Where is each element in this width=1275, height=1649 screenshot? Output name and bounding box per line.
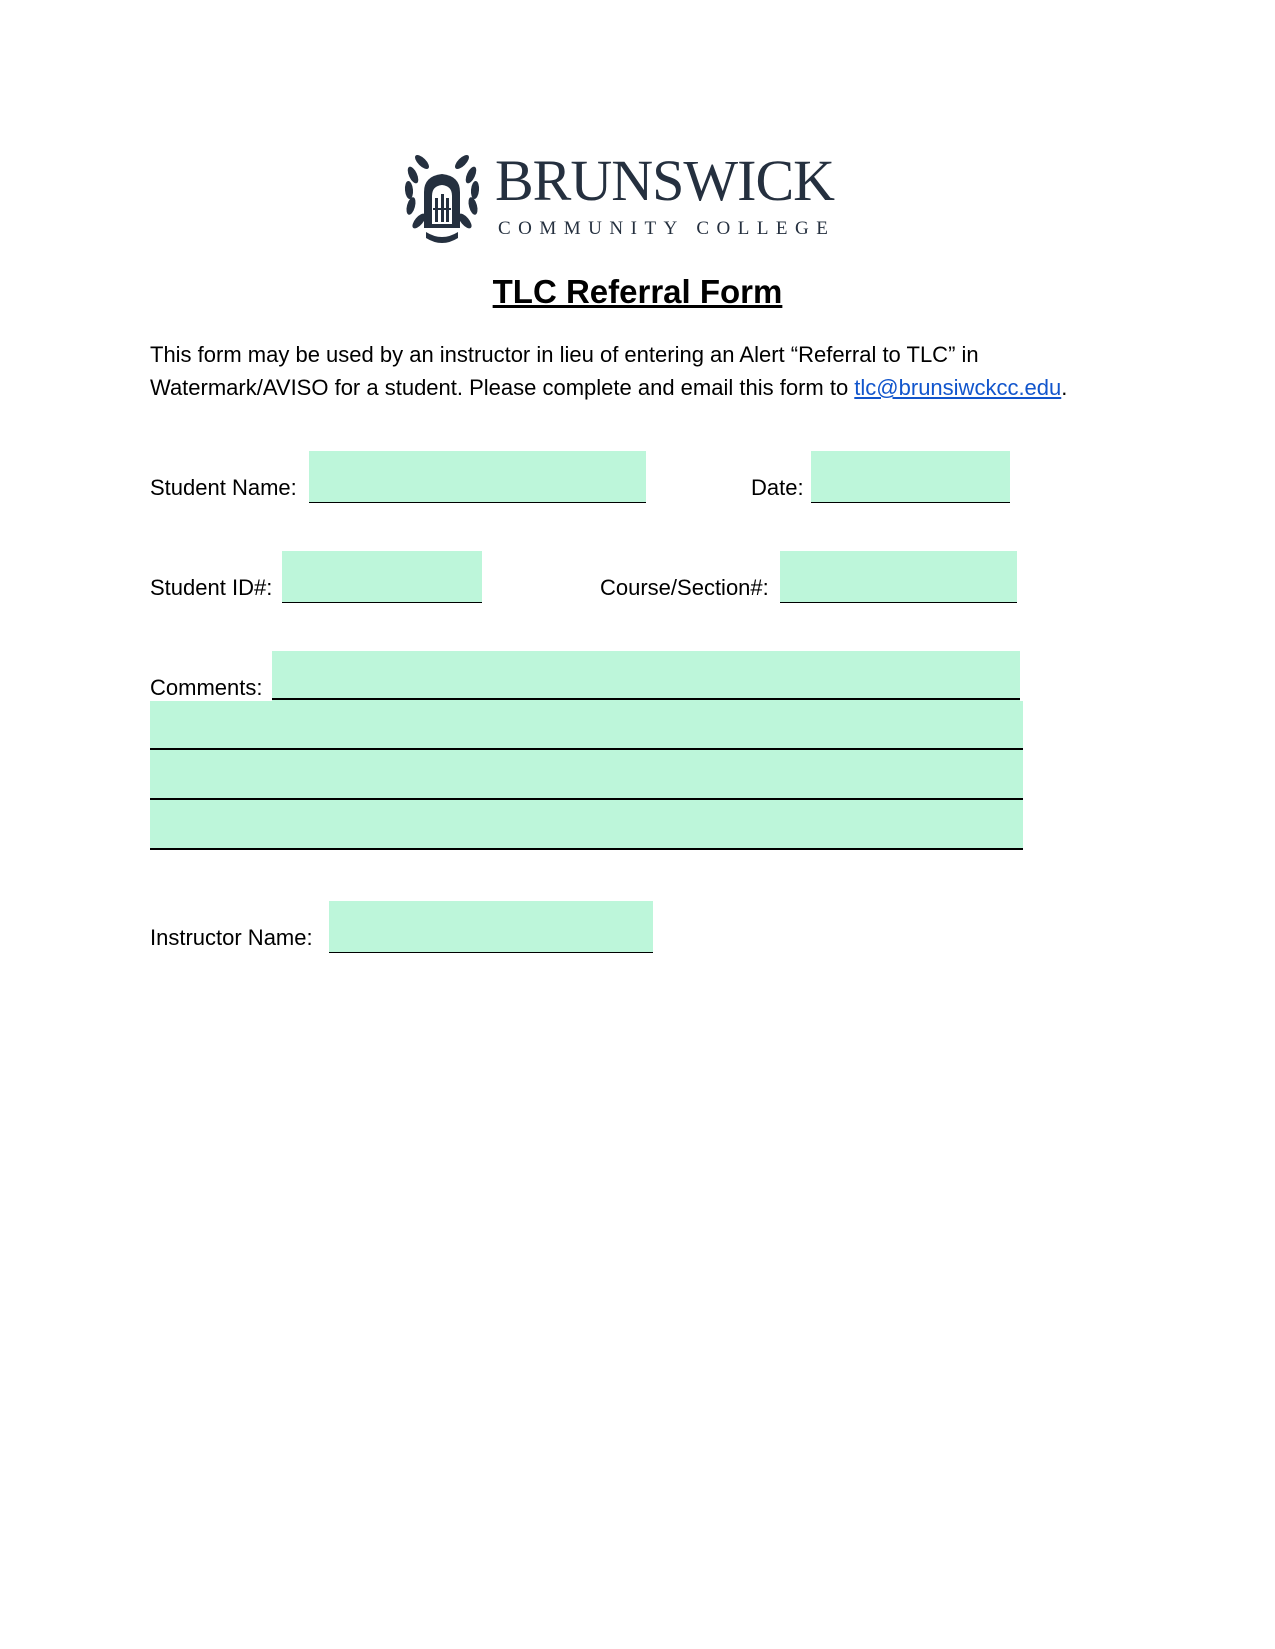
tlc-email-link[interactable]: tlc@brunsiwckcc.edu (854, 375, 1062, 400)
course-section-label: Course/Section#: (600, 575, 769, 600)
logo-subtitle: COMMUNITY COLLEGE (498, 218, 836, 239)
student-id-input[interactable] (282, 551, 482, 603)
intro-paragraph (150, 338, 1150, 404)
intro-line-1: This form may be used by an instructor in lieu of entering an Alert “Referral to TLC” in (150, 342, 979, 367)
student-name-input[interactable] (309, 451, 646, 503)
instructor-name-label: Instructor Name: (150, 925, 313, 950)
comments-label: Comments: (150, 675, 263, 700)
student-name-label: Student Name: (150, 475, 297, 500)
date-label: Date: (751, 475, 804, 500)
date-input[interactable] (811, 451, 1010, 503)
instructor-name-input[interactable] (329, 901, 653, 953)
intro-line-2-suffix: . (1061, 375, 1068, 400)
college-seal-icon (402, 146, 482, 246)
logo-college-name: BRUNSWICK (495, 148, 835, 213)
page-title: TLC Referral Form (492, 273, 783, 310)
course-section-input[interactable] (780, 551, 1017, 603)
college-logo (402, 146, 872, 246)
intro-line-2-text: Watermark/AVISO for a student. Please complete and email this form to (150, 375, 855, 400)
intro-line-2 (150, 371, 1150, 404)
comments-input[interactable] (150, 651, 1023, 850)
student-id-label: Student ID#: (150, 575, 273, 600)
